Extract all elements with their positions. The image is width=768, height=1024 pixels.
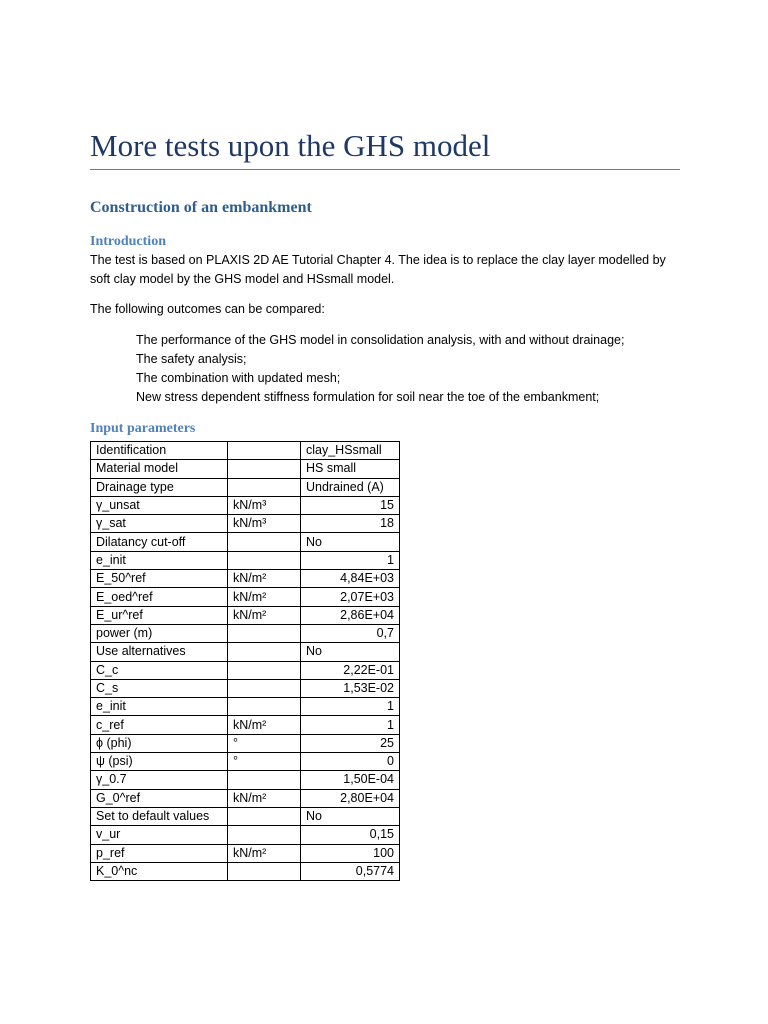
parameter-name: E_ur^ref <box>91 606 228 624</box>
parameter-unit: kN/m² <box>228 789 301 807</box>
table-row <box>91 442 400 460</box>
parameter-unit <box>228 661 301 679</box>
parameter-unit <box>228 862 301 880</box>
table-row <box>91 661 400 679</box>
parameter-unit <box>228 533 301 551</box>
table-row <box>91 844 400 862</box>
input-parameters-table <box>90 441 400 881</box>
parameter-value: 25 <box>301 734 400 752</box>
parameter-name: Identification <box>91 442 228 460</box>
parameter-value: 2,80E+04 <box>301 789 400 807</box>
parameter-unit <box>228 442 301 460</box>
table-row <box>91 734 400 752</box>
introduction-heading: Introduction <box>90 234 166 249</box>
table-row <box>91 478 400 496</box>
parameter-unit <box>228 698 301 716</box>
parameter-unit: kN/m² <box>228 606 301 624</box>
parameter-name: Set to default values <box>91 807 228 825</box>
table-row <box>91 753 400 771</box>
outcomes-lead: The following outcomes can be compared: <box>90 302 325 316</box>
table-row <box>91 862 400 880</box>
parameter-unit: kN/m³ <box>228 496 301 514</box>
parameter-value: 1 <box>301 551 400 569</box>
parameter-name: ϕ (phi) <box>91 734 228 752</box>
parameter-value: HS small <box>301 460 400 478</box>
title-underline <box>90 169 680 170</box>
parameter-name: ψ (psi) <box>91 753 228 771</box>
parameter-value: 15 <box>301 496 400 514</box>
parameter-name: E_oed^ref <box>91 588 228 606</box>
parameter-unit: ° <box>228 734 301 752</box>
table-row <box>91 551 400 569</box>
list-item: The safety analysis; <box>136 352 247 366</box>
parameter-value: 0,5774 <box>301 862 400 880</box>
parameter-value: 2,07E+03 <box>301 588 400 606</box>
list-item: New stress dependent stiffness formulation for soil near the toe of the embankment; <box>136 390 600 404</box>
parameter-unit <box>228 826 301 844</box>
parameter-name: p_ref <box>91 844 228 862</box>
table-row <box>91 789 400 807</box>
parameter-value: 1,50E-04 <box>301 771 400 789</box>
parameter-name: γ_0.7 <box>91 771 228 789</box>
parameter-value: 0,7 <box>301 624 400 642</box>
table-row <box>91 807 400 825</box>
parameter-name: Drainage type <box>91 478 228 496</box>
table-row <box>91 570 400 588</box>
parameter-name: e_init <box>91 698 228 716</box>
parameter-value: 0 <box>301 753 400 771</box>
table-row <box>91 679 400 697</box>
parameter-name: G_0^ref <box>91 789 228 807</box>
table-row <box>91 624 400 642</box>
table-row <box>91 606 400 624</box>
table-row <box>91 716 400 734</box>
parameter-value: 2,22E-01 <box>301 661 400 679</box>
table-row <box>91 515 400 533</box>
table-row <box>91 496 400 514</box>
parameter-name: C_s <box>91 679 228 697</box>
outcomes-list <box>136 331 696 407</box>
parameter-unit: ° <box>228 753 301 771</box>
parameter-unit <box>228 624 301 642</box>
introduction-paragraph: The test is based on PLAXIS 2D AE Tutorial Chapter 4. The idea is to replace the clay layer modelled by soft clay model by the GHS model and HSsmall model. <box>90 253 666 286</box>
parameter-unit: kN/m² <box>228 716 301 734</box>
parameter-value: 0,15 <box>301 826 400 844</box>
parameter-value: No <box>301 533 400 551</box>
parameter-unit <box>228 478 301 496</box>
table-body <box>91 442 400 881</box>
parameter-value: clay_HSsmall <box>301 442 400 460</box>
table-row <box>91 643 400 661</box>
parameter-value: No <box>301 643 400 661</box>
table-row <box>91 698 400 716</box>
parameter-name: C_c <box>91 661 228 679</box>
parameter-unit <box>228 771 301 789</box>
parameter-unit: kN/m² <box>228 570 301 588</box>
parameter-name: Use alternatives <box>91 643 228 661</box>
parameter-value: 2,86E+04 <box>301 606 400 624</box>
parameter-value: Undrained (A) <box>301 478 400 496</box>
parameter-name: E_50^ref <box>91 570 228 588</box>
parameter-unit <box>228 460 301 478</box>
parameter-name: Dilatancy cut-off <box>91 533 228 551</box>
table-row <box>91 460 400 478</box>
parameter-value: 1 <box>301 716 400 734</box>
table-row <box>91 533 400 551</box>
parameter-value: 1 <box>301 698 400 716</box>
parameter-name: power (m) <box>91 624 228 642</box>
parameter-value: No <box>301 807 400 825</box>
parameter-name: γ_unsat <box>91 496 228 514</box>
parameter-unit <box>228 807 301 825</box>
parameter-unit <box>228 679 301 697</box>
parameter-name: v_ur <box>91 826 228 844</box>
list-item: The performance of the GHS model in consolidation analysis, with and without drainage; <box>136 333 625 347</box>
page-title: More tests upon the GHS model <box>90 128 491 163</box>
parameter-name: K_0^nc <box>91 862 228 880</box>
parameter-unit: kN/m² <box>228 844 301 862</box>
parameter-unit: kN/m² <box>228 588 301 606</box>
table-row <box>91 771 400 789</box>
parameter-name: Material model <box>91 460 228 478</box>
table-row <box>91 826 400 844</box>
table-row <box>91 588 400 606</box>
parameter-unit <box>228 643 301 661</box>
parameter-unit: kN/m³ <box>228 515 301 533</box>
parameter-value: 18 <box>301 515 400 533</box>
input-parameters-heading: Input parameters <box>90 421 196 436</box>
parameter-value: 100 <box>301 844 400 862</box>
parameter-name: e_init <box>91 551 228 569</box>
parameter-unit <box>228 551 301 569</box>
parameter-name: c_ref <box>91 716 228 734</box>
section-heading: Construction of an embankment <box>90 199 312 216</box>
list-item: The combination with updated mesh; <box>136 371 341 385</box>
parameter-value: 4,84E+03 <box>301 570 400 588</box>
parameter-name: γ_sat <box>91 515 228 533</box>
parameter-value: 1,53E-02 <box>301 679 400 697</box>
